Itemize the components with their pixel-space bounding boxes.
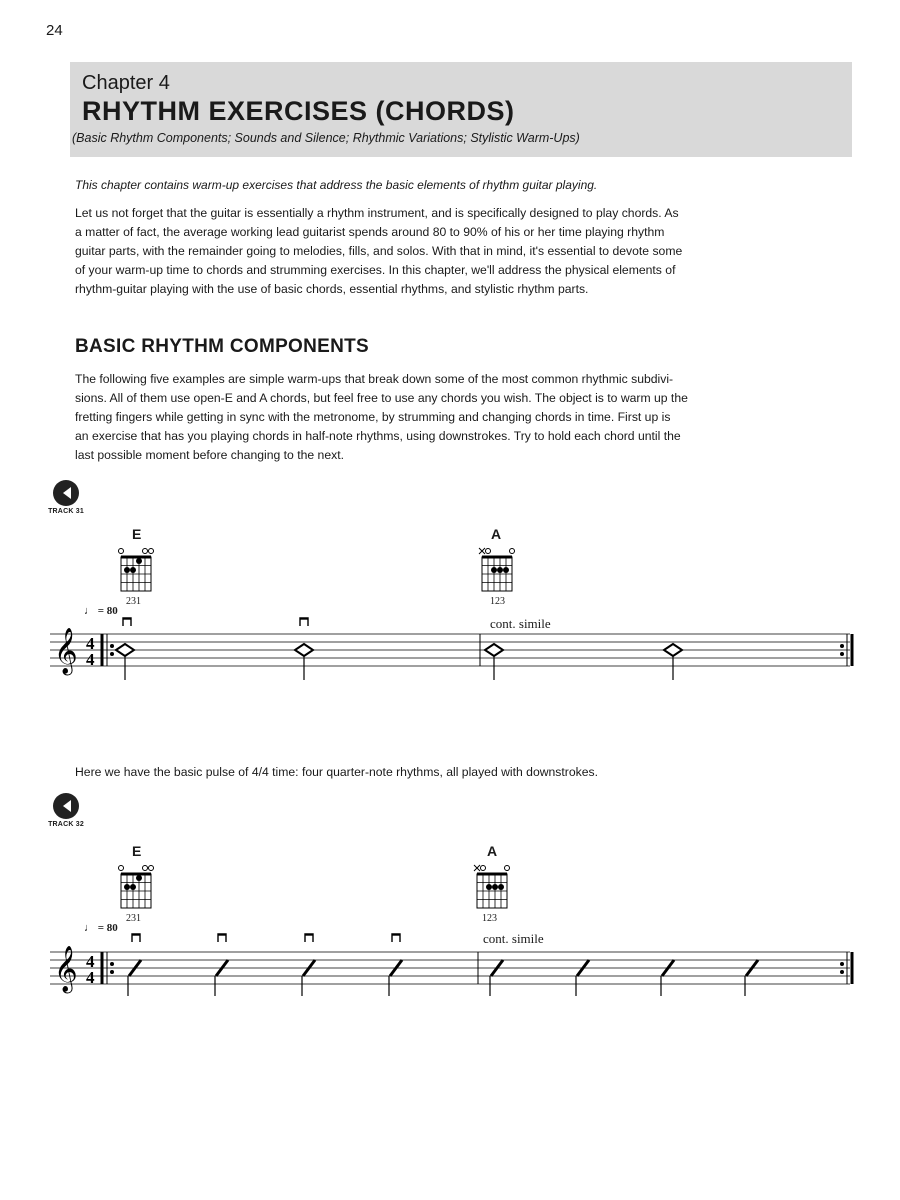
quarter-note bbox=[576, 960, 589, 996]
quarter-note bbox=[302, 960, 315, 996]
chord-name-e: E bbox=[132, 843, 142, 859]
half-note bbox=[485, 644, 503, 680]
fingering-e: 231 bbox=[126, 913, 141, 924]
page-number: 24 bbox=[46, 22, 63, 39]
simile-marking: cont. simile bbox=[483, 931, 544, 946]
fingering-e: 231 bbox=[126, 596, 141, 607]
paragraph-line: rhythm-guitar playing with the use of basic chords, essential rhythms, and stylistic rhythm parts. bbox=[75, 282, 589, 296]
downstroke-icon bbox=[218, 934, 226, 942]
quarter-note bbox=[128, 960, 141, 996]
tempo-marking: ♩ = 80 bbox=[84, 605, 118, 617]
quarter-note bbox=[745, 960, 758, 996]
chord-diagram-e bbox=[119, 549, 154, 592]
track-label: TRACK 31 bbox=[48, 508, 84, 515]
downstroke-icon bbox=[392, 934, 400, 942]
quarter-note bbox=[490, 960, 503, 996]
paragraph-line: an exercise that has you playing chords in half-note rhythms, using downstrokes. Try to hold each chord until the bbox=[75, 429, 681, 443]
chapter-label: Chapter 4 bbox=[82, 72, 170, 94]
section-heading: BASIC RHYTHM COMPONENTS bbox=[75, 336, 370, 357]
between-text: Here we have the basic pulse of 4/4 time: four quarter-note rhythms, all played with downstrokes. bbox=[75, 765, 598, 779]
notes-2 bbox=[128, 934, 758, 996]
time-signature-top: 4 bbox=[86, 952, 95, 971]
quarter-note bbox=[215, 960, 228, 996]
chord-diagram-a bbox=[479, 548, 515, 591]
tempo-marking: ♩ = 80 bbox=[84, 922, 118, 934]
time-signature-bottom: 4 bbox=[86, 650, 95, 669]
downstroke-icon bbox=[132, 934, 140, 942]
downstroke-icon bbox=[300, 618, 308, 626]
chord-name-e: E bbox=[132, 526, 142, 542]
downstroke-icon bbox=[123, 618, 131, 626]
chapter-subtitle: (Basic Rhythm Components; Sounds and Silence; Rhythmic Variations; Stylistic Warm-Ups) bbox=[72, 131, 580, 145]
paragraph-line: a matter of fact, the average working lead guitarist spends around 80 to 90% of his or her time playing rhythm bbox=[75, 225, 665, 239]
treble-clef-icon: 𝄞 bbox=[54, 628, 78, 674]
chord-name-a: A bbox=[487, 843, 498, 859]
paragraph-line: guitar parts, with the remainder going to melodies, fills, and solos. With that in mind, it's essential to devote some bbox=[75, 244, 683, 258]
downstroke-icon bbox=[305, 934, 313, 942]
fingering-a: 123 bbox=[482, 913, 497, 924]
paragraph-line: last possible moment before changing to the next. bbox=[75, 448, 344, 462]
paragraph-line: Let us not forget that the guitar is essentially a rhythm instrument, and is specifically designed to play chords. As bbox=[75, 206, 679, 220]
chord-diagram-e bbox=[119, 866, 154, 909]
paragraph-line: fretting fingers while getting in sync with the metronome, by strumming and changing chords in time. First up is bbox=[75, 410, 671, 424]
quarter-note bbox=[661, 960, 674, 996]
treble-clef-icon: 𝄞 bbox=[54, 946, 78, 992]
staff-1 bbox=[50, 628, 852, 676]
simile-marking: cont. simile bbox=[490, 616, 551, 631]
paragraph-line: The following five examples are simple warm-ups that break down some of the most common rhythmic subdivi- bbox=[75, 372, 674, 386]
chapter-title: RHYTHM EXERCISES (CHORDS) bbox=[82, 96, 515, 126]
paragraph-line: sions. All of them use open-E and A chords, but feel free to use any chords you wish. The object is to warm up the bbox=[75, 391, 688, 405]
intro-text: This chapter contains warm-up exercises that address the basic elements of rhythm guitar playing. bbox=[75, 178, 598, 192]
half-note bbox=[116, 644, 134, 680]
chord-name-a: A bbox=[491, 526, 502, 542]
staff-2 bbox=[50, 946, 852, 994]
track-label: TRACK 32 bbox=[48, 821, 84, 828]
chord-diagram-a bbox=[474, 865, 510, 908]
time-signature-top: 4 bbox=[86, 634, 95, 653]
fingering-a: 123 bbox=[490, 596, 505, 607]
paragraph-line: of your warm-up time to chords and strumming exercises. In this chapter, we'll address the physical elements of bbox=[75, 263, 676, 277]
time-signature-bottom: 4 bbox=[86, 968, 95, 987]
notes-1 bbox=[116, 618, 682, 680]
half-note bbox=[295, 644, 313, 680]
half-note bbox=[664, 644, 682, 680]
quarter-note bbox=[389, 960, 402, 996]
